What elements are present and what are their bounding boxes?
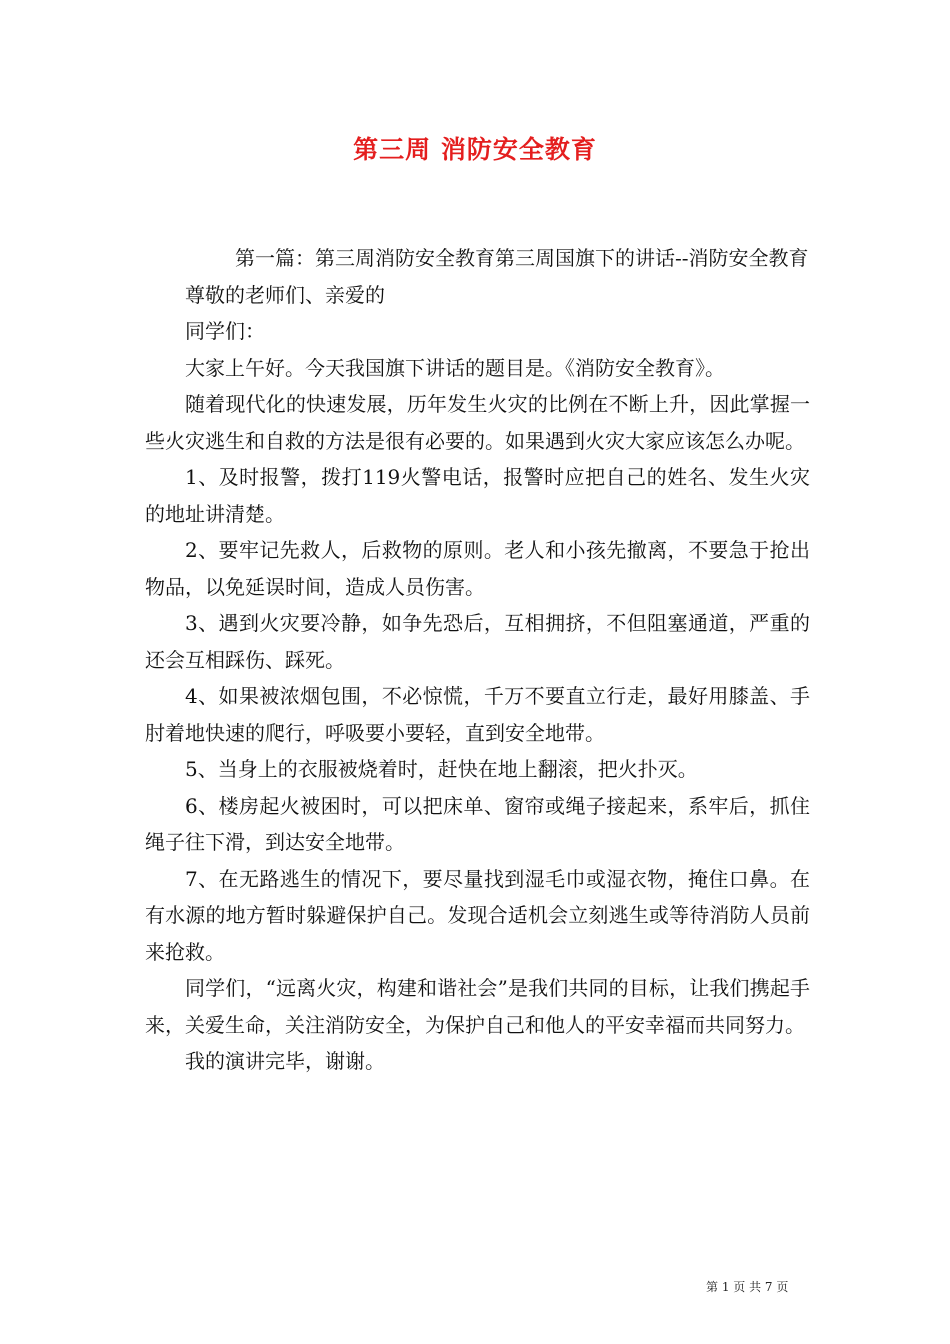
document-body [145, 240, 810, 1080]
paragraph-intro: 大家上午好。今天我国旗下讲话的题目是。《消防安全教育》。 [185, 355, 725, 380]
paragraph-background: 随着现代化的快速发展，历年发生火灾的比例在不断上升，因此掌握一些火灾逃生和自救的方法是很有必要的。如果遇到火灾大家应该怎么办呢。 [145, 392, 810, 453]
paragraph-tip-7: 7、在无路逃生的情况下，要尽量找到湿毛巾或湿衣物，掩住口鼻。在有水源的地方暂时躲避保护自己。发现合适机会立刻逃生或等待消防人员前来抢救。 [145, 866, 810, 964]
document-title: 第三周 消防安全教育 [353, 135, 597, 164]
paragraph-closing: 同学们，“远离火灾，构建和谐社会”是我们共同的目标，让我们携起手来，关爱生命，关注消防安全，为保护自己和他人的平安幸福而共同努力。 [145, 976, 810, 1037]
paragraph-thanks: 我的演讲完毕，谢谢。 [185, 1049, 385, 1073]
paragraph-tip-4: 4、如果被浓烟包围，不必惊慌，千万不要直立行走，最好用膝盖、手肘着地快速的爬行，呼吸要小要轻，直到安全地带。 [145, 684, 810, 745]
paragraph-tip-6: 6、楼房起火被困时，可以把床单、窗帘或绳子接起来，系牢后，抓住绳子往下滑，到达安全地带。 [145, 793, 810, 854]
paragraph-tip-2: 2、要牢记先救人，后救物的原则。老人和小孩先撤离，不要急于抢出物品，以免延误时间，造成人员伤害。 [145, 538, 810, 599]
paragraph-greeting: 尊敬的老师们、亲爱的 [185, 282, 385, 307]
paragraph-tip-1: 1、及时报警，拨打119火警电话，报警时应把自己的姓名、发生火灾的地址讲清楚。 [145, 465, 810, 526]
paragraph-tip-3: 3、遇到火灾要冷静，如争先恐后，互相拥挤，不但阻塞通道，严重的还会互相踩伤、踩死。 [145, 611, 810, 672]
paragraph-heading: 第一篇：第三周消防安全教育第三周国旗下的讲话--消防安全教育 [235, 246, 809, 270]
paragraph-tip-5: 5、当身上的衣服被烧着时，赶快在地上翻滚，把火扑灭。 [185, 757, 698, 781]
paragraph-salutation: 同学们： [185, 319, 265, 343]
page-number-footer: 第 1 页 共 7 页 [706, 1280, 789, 1294]
